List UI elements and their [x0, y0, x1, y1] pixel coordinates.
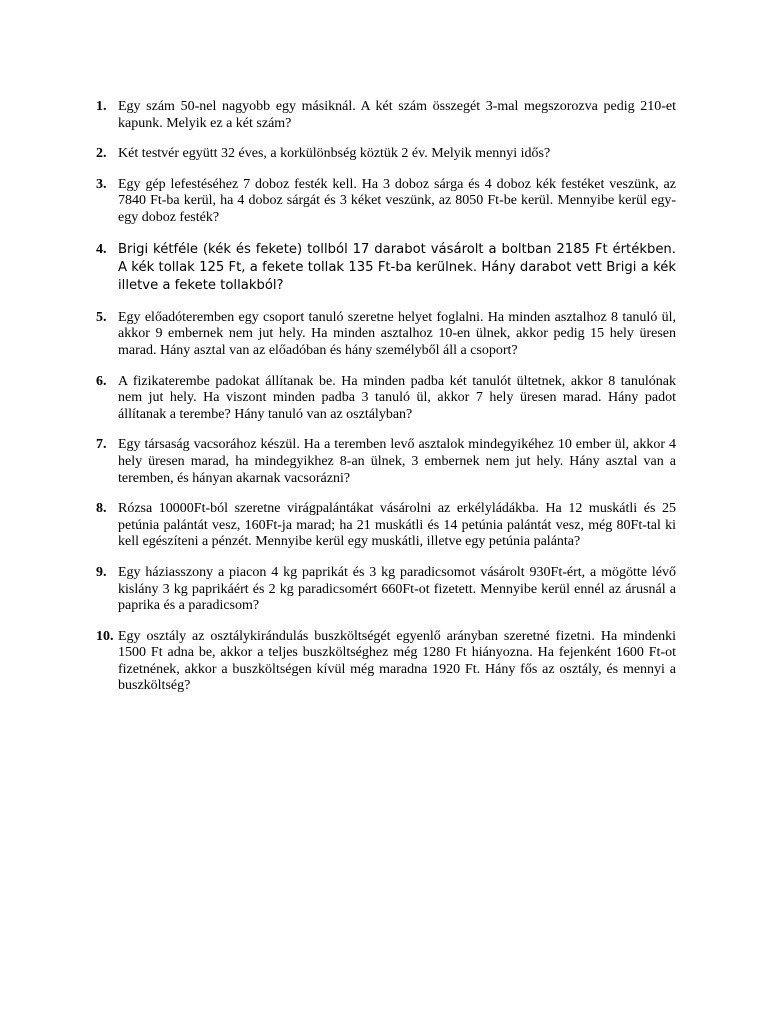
- problem-text: Egy gép lefestéséhez 7 doboz festék kell. Ha 3 doboz sárga és 4 doboz kék festéket veszünk, az 7840 Ft-ba kerül, ha 4 doboz sárgát és 3 kéket veszünk, az 8050 Ft-be kerül. Mennyibe kerül egy-egy doboz festék?: [118, 176, 676, 225]
- problem-7: [96, 437, 676, 487]
- problem-number: 5.: [96, 309, 107, 325]
- problem-number: 10.: [96, 628, 114, 644]
- problem-text: Egy szám 50-nel nagyobb egy másiknál. A két szám összegét 3-mal megszorozva pedig 210-et kapunk. Melyik ez a két szám?: [118, 99, 676, 131]
- problem-8: [96, 501, 676, 551]
- problem-number: 4.: [96, 241, 107, 257]
- problem-5: [96, 310, 676, 360]
- problem-text: Egy előadóteremben egy csoport tanuló szeretne helyet foglalni. Ha minden asztalhoz 8 tanuló ül, akkor 9 embernek nem jut hely. Ha minden asztalhoz 10-en ülnek, akkor pedig 15 hely üresen marad. Hány asztal van az előadóban és hány személyből áll a csoport?: [118, 309, 676, 358]
- problem-text: Két testvér együtt 32 éves, a korkülönbség köztük 2 év. Melyik mennyi idős?: [118, 146, 551, 162]
- problem-text: A fizikaterembe padokat állítanak be. Ha minden padba két tanulót ültetnek, akkor 8 tanulónak nem jut hely. Ha viszont minden padba 3 tanuló ül, akkor 7 hely üresen marad. Hány padot állítanak a terembe? Hány tanuló van az osztályban?: [118, 373, 676, 422]
- problem-text: Egy háziasszony a piacon 4 kg paprikát és 3 kg paradicsomot vásárolt 930Ft-ért, a mögötte lévő kislány 3 kg paprikáért és 2 kg paradicsomért 660Ft-ot fizetett. Mennyibe kerül ennél az árusnál a paprika és a paradicsom?: [118, 564, 676, 614]
- problem-4: [96, 241, 676, 296]
- problem-text: Brigi kétféle (kék és fekete) tollból 17 darabot vásárolt a boltban 2185 Ft értékben. A kék tollak 125 Ft, a fekete tollak 135 Ft-ba kerülnek. Hány darabot vett Brigi a kék illetve a fekete tollakból?: [118, 241, 676, 294]
- problem-number: 7.: [96, 437, 107, 453]
- problem-number: 1.: [96, 99, 107, 114]
- worksheet-page: [96, 99, 676, 709]
- problem-text: Egy társaság vacsorához készül. Ha a teremben levő asztalok mindegyikéhez 10 ember ül, akkor 4 hely üresen marad, ha mindegyikhez 8-an ülnek, 3 embernek nem jut hely. Hány asztal van a teremben, és hányan akarnak vacsorázni?: [118, 437, 676, 486]
- problem-9: [96, 565, 676, 615]
- problem-1: [96, 99, 676, 132]
- problem-number: 2.: [96, 146, 107, 162]
- problem-2: [96, 146, 676, 163]
- problem-3: [96, 177, 676, 227]
- problem-10: [96, 629, 676, 695]
- problem-text: Rózsa 10000Ft-ból szeretne virágpalántákat vásárolni az erkélyládákba. Ha 12 muskátli és 25 petúnia palántát vesz, 160Ft-ja marad; ha 21 muskátli és 14 petúnia palántát vesz, még 80Ft-tal ki kell egészíteni a pénzét. Mennyibe kerül egy muskátli, illetve egy petúnia palánta?: [118, 501, 676, 550]
- problem-number: 6.: [96, 373, 107, 389]
- problem-number: 3.: [96, 176, 107, 192]
- problem-text: Egy osztály az osztálykirándulás buszköltségét egyenlő arányban szeretné fizetni. Ha mindenki 1500 Ft adna be, akkor a teljes buszköltséghez még 1280 Ft hiányozna. Ha fejenként 1600 Ft-ot fizetnének, akkor a buszköltségen kívül még maradna 1920 Ft. Hány fős az osztály, és mennyi a buszköltség?: [118, 628, 676, 694]
- problem-6: [96, 374, 676, 424]
- problem-number: 8.: [96, 501, 107, 517]
- problem-number: 9.: [96, 564, 107, 580]
